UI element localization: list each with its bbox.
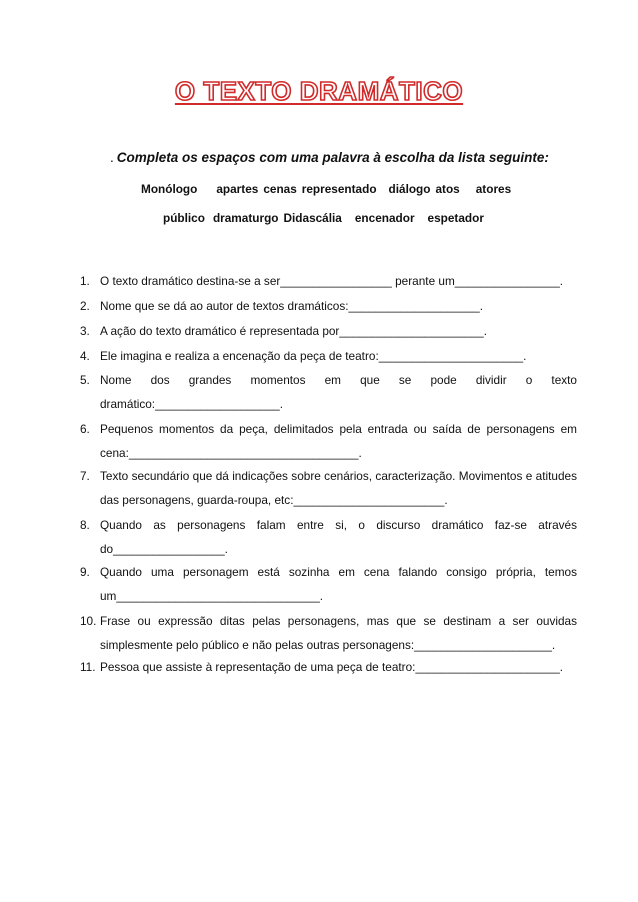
question-text-line-2: simplesmente pelo público e não pelas outras personagens:_____________________.	[100, 638, 556, 652]
question-continuation	[80, 634, 577, 656]
question-number: 8.	[80, 518, 90, 532]
question-text-line-2: do_________________.	[100, 542, 228, 556]
question-text-line-1: Nome dos grandes momentos em que se pode dividir o texto	[100, 373, 577, 387]
question-item	[80, 369, 577, 391]
question-text-line-1: Quando uma personagem está sozinha em cena falando consigo própria, temos	[100, 565, 577, 579]
question-continuation	[80, 585, 577, 607]
question-number: 5.	[80, 373, 90, 387]
question-text-line-2: dramático:___________________.	[100, 397, 284, 411]
question-continuation	[80, 538, 577, 560]
instruction-text: Completa os espaços com uma palavra à escolha da lista seguinte:	[116, 150, 549, 165]
question-item	[80, 465, 577, 487]
word-item: diálogo	[388, 182, 431, 196]
question-number: 7.	[80, 469, 90, 483]
question-text-line-1: Pequenos momentos da peça, delimitados pela entrada ou saída de personagens em	[100, 422, 577, 436]
question-item	[80, 656, 577, 678]
question-text-line-1: Frase ou expressão ditas pelas personagens, mas que se destinam a ser ouvidas	[100, 614, 577, 628]
question-text-line-2: um_______________________________.	[100, 589, 324, 603]
word-item: apartes	[216, 182, 259, 196]
question-text: Nome que se dá ao autor de textos dramáticos:____________________.	[100, 299, 484, 313]
question-number: 9.	[80, 565, 90, 579]
instruction-prefix: .	[110, 150, 114, 165]
question-continuation	[80, 393, 577, 415]
word-item: dramaturgo	[212, 211, 279, 225]
question-text-line-2: cena:___________________________________.	[100, 446, 362, 460]
instruction	[110, 150, 630, 165]
question-text: Pessoa que assiste à representação de uma peça de teatro:______________________.	[100, 660, 564, 674]
question-item	[80, 418, 577, 440]
question-item	[80, 561, 577, 583]
word-list-row-1	[141, 182, 511, 196]
question-number: 1.	[80, 274, 90, 288]
question-text-line-1: Quando as personagens falam entre si, o discurso dramático faz-se através	[100, 518, 577, 532]
word-item: público	[163, 211, 205, 225]
word-item: cenas	[263, 182, 297, 196]
question-item	[80, 345, 577, 367]
question-item	[80, 295, 577, 317]
word-item: representado	[301, 182, 377, 196]
question-item	[80, 320, 577, 342]
word-item: Didascália	[283, 211, 342, 225]
question-text: A ação do texto dramático é representada por______________________.	[100, 324, 487, 338]
word-item: atores	[475, 182, 512, 196]
question-number: 11.	[80, 660, 96, 674]
word-item: espetador	[427, 211, 484, 225]
question-text: O texto dramático destina-se a ser_________________ perante um________________.	[100, 274, 564, 288]
question-text-line-1: Texto secundário que dá indicações sobre cenários, caracterização. Movimentos e atitudes	[100, 469, 577, 483]
page-title: O TEXTO DRAMÁTICO	[174, 76, 464, 106]
question-text-line-2: das personagens, guarda-roupa, etc:_______________________.	[100, 493, 448, 507]
word-list-row-2	[163, 211, 484, 225]
question-item	[80, 514, 577, 536]
question-item	[80, 610, 577, 632]
word-item: encenador	[354, 211, 415, 225]
question-number: 2.	[80, 299, 90, 313]
question-number: 4.	[80, 349, 90, 363]
question-continuation	[80, 489, 577, 511]
question-item	[80, 270, 577, 292]
question-text: Ele imagina e realiza a encenação da peça de teatro:______________________.	[100, 349, 527, 363]
word-item: Monólogo	[141, 182, 198, 196]
question-number: 3.	[80, 324, 90, 338]
question-number: 6.	[80, 422, 90, 436]
word-item: atos	[435, 182, 460, 196]
question-continuation	[80, 442, 577, 464]
question-number: 10.	[80, 614, 97, 628]
